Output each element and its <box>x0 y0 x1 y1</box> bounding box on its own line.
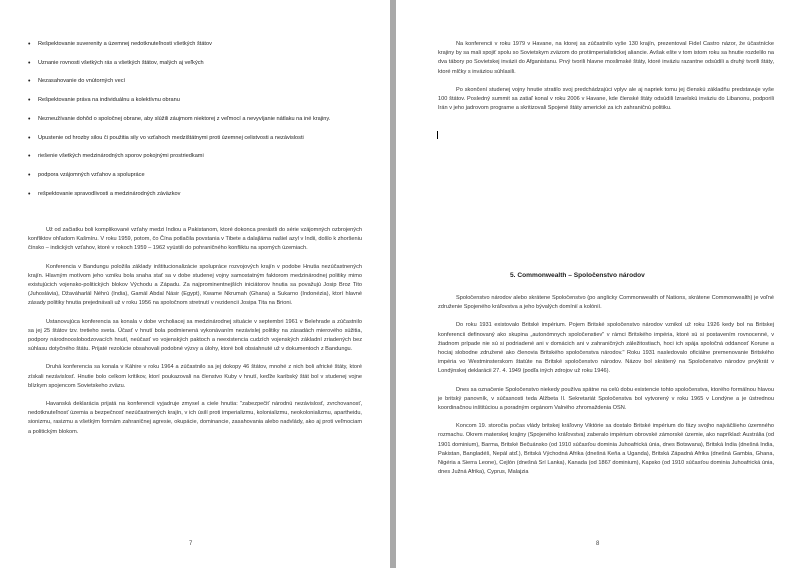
bullet-icon: • <box>28 97 31 105</box>
list-item: • Uznanie rovnosti všetkých rás a všetkých štátov, malých aj veľkých <box>28 59 204 67</box>
bullet-icon: • <box>28 153 31 161</box>
list-item: • Nezneužívanie dohôd o spoločnej obrane, aby slúžili záujmom niektorej z veľmocí a nevyvíjanie nátlaku na iné krajiny. <box>28 115 331 123</box>
list-item: • podpora vzájomných vzťahov a spolupráce <box>28 171 145 179</box>
text-cursor[interactable] <box>437 131 438 139</box>
bullet-list <box>28 40 358 208</box>
paragraph: Po skončení studenej vojny hnutie stratilo svoj predchádzajúci vplyv ale aj napriek tomu jej členskú základňu predstavuje vyše 100 štátov. Posledný summit sa zatiaľ konal v roku 2006 v Havane, kde členské štáty odsúdili Izraelskú inváziu do Libanonu, podporili Irán v jeho jadrovom programe a skritizovali Spojené štáty americké za ich zahraničnú politiku. <box>438 86 774 112</box>
list-item: • Rešpektovanie práva na individuálnu a kolektívnu obranu <box>28 97 180 105</box>
bullet-icon: • <box>28 41 31 48</box>
page-number: 8 <box>596 541 600 547</box>
paragraph: Havanská deklarácia prijatá na konferencii vyjadruje zmysel a ciele hnutia: "zabezpečiť národnú nezávislosť, zvrchovanosť, nedotknuteľnosť územia a bezpečnosť nezúčastnených krajín, v ich úsilí proti imperializmu, kolonializmu, neokolonializmu, apartheidu, sionizmu, rasizmu a všetkým formám zahraničnej agresie, okupácie, dominancie, zasahovania alebo nadvlády, ako aj proti veľmociam a politickým blokom. <box>28 401 362 435</box>
paragraph: Do roku 1931 existovalo Britské impérium. Pojem Britské spoločenstvo národov vznikol už roku 1926 kedy bol na Britskej konferencii definovaný ako skupina „autonómnych spoločenstiev" v rámci Britského impéria, ktoré sú si postavením rovnocenné, v žiadnom prípade nie sú si podriadené ani v domácich ani v zahraničných záležitostiach, hoci ich spája spoločná oddanosť Korune a hociaj slobodne združené ako členovia Britského spoločenstva národov." Roku 1931 nasledovalo oficiálne premenovanie Britského impéria vo Westminsterskom štatúte na Britské spoločenstvo národov. Názov bol skrátený na Spoločenstvo národov prvýkrát v Londýnskej deklarácii 27. 4. 1949 (podľa iných zdrojov už roku 1946). <box>438 322 774 375</box>
body-text <box>28 226 362 446</box>
page-7 <box>0 0 390 568</box>
paragraph: Ustanovujúca konferencia sa konala v dobe vrcholiacej sa medzinárodnej situácie v septembri 1961 v Belehrade a zúčastnilo sa jej 25 štátov tzv. tretieho sveta. Účasť v hnutí bola podmienená vykonávaním nezávislej politiky na zásadách mierového súžitia, podpory národnooslobodzovacích hnutí, neúčasť vo vojenských paktoch a neexistencia cudzích vojenských základní zriadených bez súhlasu dotyčného štátu. Prijaté rezolúcie obsahovali podobné výzvy a úlohy, ktoré boli obsiahnuté už v dokumentoch z Bandungu. <box>28 318 362 353</box>
section-heading: 5. Commonwealth – Spoločenstvo národov <box>510 272 645 279</box>
paragraph: Dnes sa označenie Spoločenstvo niekedy používa spätne na celú dobu existencie tohto spoločenstva, ktorého formálnou hlavou je britský panovník, v súčasnosti teda Alžbeta II. Sekretariát Spoločenstva bol vytvorený v roku 1965 v Londýne a je ústrednou koordinačnou inštitúciou a poradným orgánom Valného zhromaždenia OSN. <box>438 386 774 412</box>
paragraph: Koncom 19. storočia počas vlády britskej kráľovny Viktórie sa dostalo Britské impérium do fázy svojho najväčšieho územného rozmachu. Okrem materskej krajiny (Spojeného kráľovstva) zaberalo impérium obrovské zámorské územie, ako napríklad: Austrália (od 1901 dominium), Barma, Britské Bečuánsko (od 1910 súčasťou dominia Juhoafrická únia, dnes Botswana), Britská India (dnešná India, Pakistan, Bangladéš, Nepál atď.), Britská Východná Afrika (dnešná Keňa a Uganda), Britská Západná Afrika (dnešná Gambia, Ghana, Nigéria a Sierra Leone), Cejlón (dnešná Srí Lanka), Kanada (od 1867 dominium), Kapsko (od 1910 súčasťou dominia Juhoafrická únia, dnes Južná Afrika), Cyprus, Malajzia <box>438 423 774 476</box>
paragraph: Druhá konferencia sa konala v Káhire v roku 1964 a zúčastnilo sa jej dokopy 46 štátov, mnohé z nich boli africké štáty, ktoré získali nezávislosť. Hnutie bolo celkom kritikov, ktorí poukazovali na členstvo Kuby v hnutí, keďže karibský štát bol v studenej vojne blízkym spojencom Sovietskeho zväzu. <box>28 364 362 389</box>
list-item: • Rešpektovanie suverenity a územnej nedotknuteľnosti všetkých štátov <box>28 41 212 48</box>
list-item: • Nezasahovanie do vnútorných vecí <box>28 78 126 86</box>
paragraph: Spoločenstvo národov alebo skrátene Spoločenstvo (po anglicky Commonwealth of Nations, skrátene Commonwealth) je voľné združenie Spojeného kráľovstva a jeho bývalých domínií a kolónií. <box>438 295 774 311</box>
list-item: • Upustenie od hrozby silou či použitia sily vo vzťahoch medzištátnymi proti územnej celistvosti a nezávislosti <box>28 134 304 142</box>
bullet-icon: • <box>28 78 31 86</box>
body-text-top <box>438 40 774 122</box>
paragraph: Na konferencii v roku 1979 v Havane, na ktorej sa zúčastnilo vyše 130 krajín, prezentoval Fidel Castro názor, že účastnícke krajiny by sa mali spojiť spolu so Sovietskym zväzom do protiimperialistickej aliancie. Avšak ešte v tom istom roku sa hnutie rozdelilo na dva tábory po Sovietskej invázii do Afganistanu. Prvý tvorili hlavne moslimské štáty, ktoré inváziu razantne odsúdili a druhý tvorili štáty, ktoré mlčky s inváziou súhlasili. <box>438 41 774 75</box>
bullet-icon: • <box>28 190 31 198</box>
page-8 <box>396 0 800 568</box>
list-item: • riešenie všetkých medzinárodných sporov pokojnými prostriedkami <box>28 153 204 161</box>
bullet-icon: • <box>28 171 31 179</box>
bullet-icon: • <box>28 59 31 67</box>
body-text-section <box>438 294 774 486</box>
paragraph: Už od začiatku boli komplikované vzťahy medzi Indiou a Pakistanom, ktoré dokonca prerástli do série vzájomných ozbrojených konfliktov ohľadom Kašmíru. V roku 1959, potom, čo Čína potlačila povstania v Tibete a dalajláma našiel azyl v Indii, došlo k zhoršeniu čínsko – indických vzťahov, ktoré v rokoch 1959 – 1962 vyústili do pohraničného konfliktu na spomých územiach. <box>28 227 362 252</box>
page-number: 7 <box>189 541 193 547</box>
bullet-icon: • <box>28 115 31 123</box>
paragraph: Konferencia v Bandungu položila základy inštitucionalizácie spolupráce rozvojových krajín v podobe Hnutia nezúčastnených krajín. Hlavným motívom jeho vzniku bola snaha stať sa v dobe studenej vojny samostatným faktorom medzinárodnej politiky mimo existujúcich vojensko-politických blokov Východu a Západu. Za najprominentnejších iniciátorov hnutia sa považujú Josip Broz Tito (Juhoslávia), Džaváharlál Néhrú (India), Gamál Abdal Násir (Egypt), Kwame Nkrumah (Ghana) a Sukarno (Indonézia), ktorí hlavné zásady politiky hnutia prejednávali už v roku 1956 na spoločnom stretnutí v rezidencii Josipa Tita na Brioni. <box>28 263 362 307</box>
list-item: • rešpektovanie spravodlivosti a medzinárodných záväzkov <box>28 190 181 198</box>
bullet-icon: • <box>28 134 31 142</box>
